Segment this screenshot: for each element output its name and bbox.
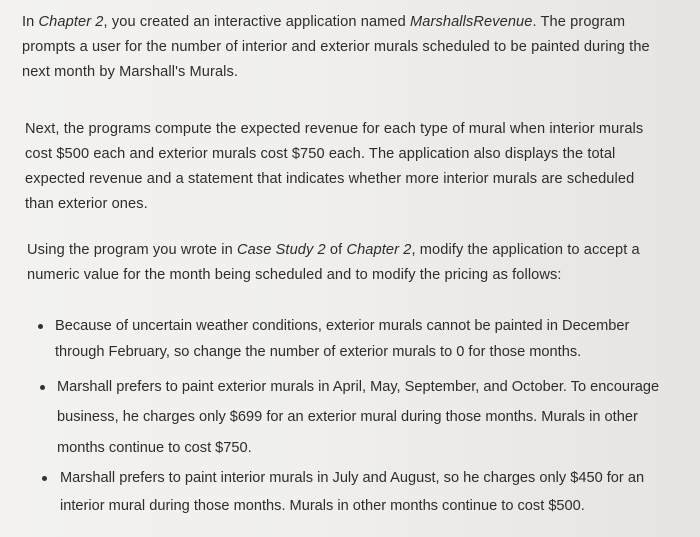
chapter-reference: Chapter 2 [346,242,412,258]
text-line [27,238,640,263]
list-item [60,465,644,521]
text-line: Marshall prefers to paint interior murals in July and August, so he charges only $450 for an [60,470,645,486]
text-span: In [22,14,39,30]
text-line: Because of uncertain weather conditions, exterior murals cannot be painted in December [55,318,630,334]
text-line: interior mural during those months. Murals in other months continue to cost $500. [60,498,585,514]
text-span: , you created an interactive application named [103,14,411,30]
text-line: Next, the programs compute the expected revenue for each type of mural when interior murals [25,121,644,137]
text-span: Using the program you wrote in [27,242,237,258]
text-line: expected revenue and a statement that indicates whether more interior murals are scheduled [25,171,635,187]
instructions-paragraph [27,238,640,288]
text-line: business, he charges only $699 for an exterior mural during those months. Murals in other [57,409,638,425]
bullet-icon [42,476,47,481]
text-line: months continue to cost $750. [57,440,252,456]
application-name: MarshallsRevenue [410,14,533,30]
text-span: . The program [532,14,626,30]
text-line: numeric value for the month being scheduled and to modify the pricing as follows: [27,267,562,283]
text-line: than exterior ones. [25,196,148,212]
chapter-reference: Chapter 2 [38,14,104,30]
text-line: through February, so change the number of exterior murals to 0 for those months. [55,344,582,360]
list-item [57,374,659,462]
list-item [55,313,629,365]
list-item-text [55,313,629,365]
list-item-text [60,465,644,521]
bullet-icon [38,324,43,329]
text-line: next month by Marshall's Murals. [22,64,239,80]
case-study-reference: Case Study 2 [236,242,326,258]
text-line: prompts a user for the number of interior and exterior murals scheduled to be painted during the [22,39,650,55]
intro-paragraph [22,10,650,85]
text-line: Marshall prefers to paint exterior murals in April, May, September, and October. To encourage [57,379,660,395]
bullet-icon [40,385,45,390]
list-item-text [57,374,659,462]
text-line [22,10,650,35]
text-line: cost $500 each and exterior murals cost $750 each. The application also displays the total [25,146,616,162]
text-span: of [325,242,347,258]
revenue-paragraph [25,117,643,217]
text-span: , modify the application to accept a [411,242,640,258]
